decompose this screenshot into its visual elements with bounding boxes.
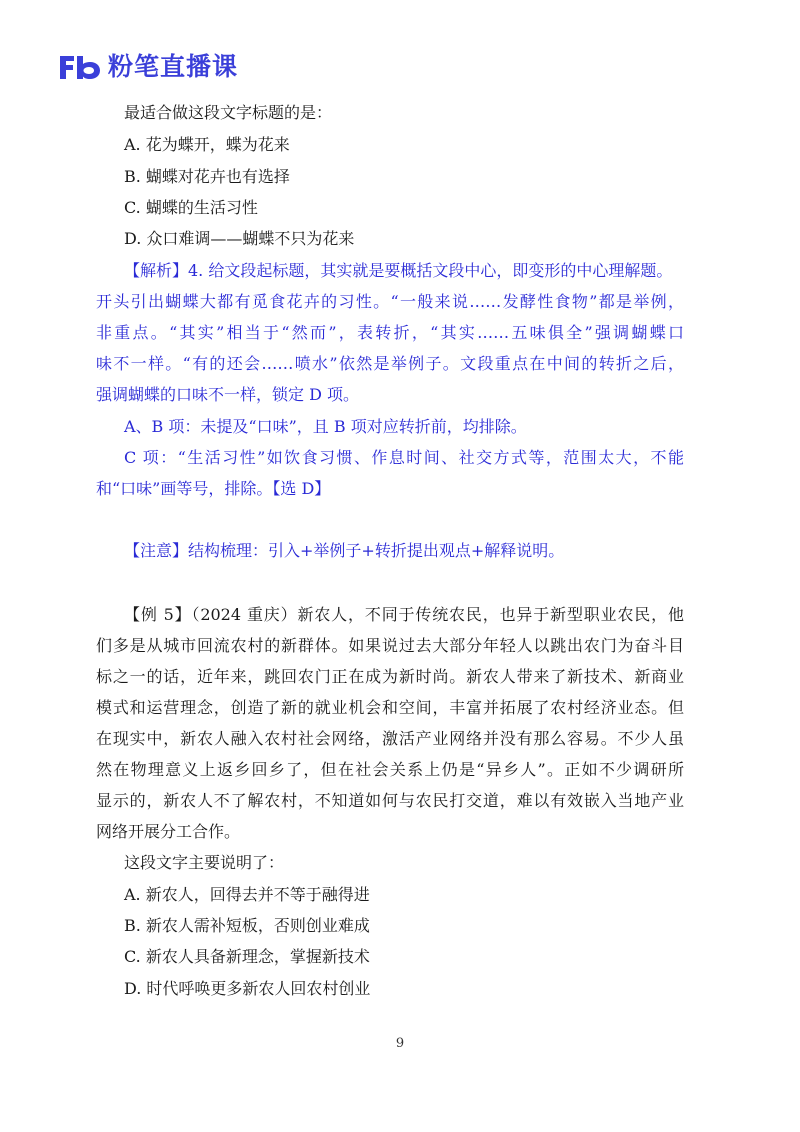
page-number: 9 (395, 1036, 405, 1051)
option-d: D. 众口难调——蝴蝶不只为花来 (124, 229, 355, 248)
analysis-line: 味不一样。“有的还会……喷水”依然是举例子。文段重点在中间的转折之后， (96, 354, 684, 373)
option-b: B. 新农人需补短板，否则创业难成 (124, 916, 370, 935)
example-line: 在现实中，新农人融入农村社会网络，激活产业网络并没有那么容易。不少人虽 (96, 729, 684, 748)
option-c: C. 新农人具备新理念，掌握新技术 (124, 947, 370, 966)
note-text: 【注意】结构梳理：引入+举例子+转折提出观点+解释说明。 (124, 541, 565, 560)
option-a: A. 花为蝶开，蝶为花来 (124, 135, 290, 154)
option-b: B. 蝴蝶对花卉也有选择 (124, 167, 290, 186)
analysis-line: C 项：“生活习性”如饮食习惯、作息时间、社交方式等，范围太大，不能 (124, 448, 684, 467)
example-line: 标之一的话，近年来，跳回农门正在成为新时尚。新农人带来了新技术、新商业 (96, 667, 684, 686)
analysis-line: 开头引出蝴蝶大都有觅食花卉的习性。“一般来说……发酵性食物”都是举例， (96, 292, 684, 311)
analysis-line: 强调蝴蝶的口味不一样，锁定 D 项。 (96, 385, 360, 404)
example-line: 显示的，新农人不了解农村，不知道如何与农民打交道，难以有效嵌入当地产业 (96, 791, 684, 810)
analysis-line: 【解析】4. 给文段起标题，其实就是要概括文段中心，即变形的中心理解题。 (124, 261, 673, 280)
question-stem: 最适合做这段文字标题的是： (124, 103, 333, 122)
question-stem: 这段文字主要说明了： (124, 853, 285, 872)
analysis-line: 和“口味”画等号，排除。【选 D】 (96, 479, 331, 498)
example-line: 【例 5】（2024 重庆）新农人，不同于传统农民，也异于新型职业农民，他 (124, 605, 684, 624)
brand-name: 粉笔直播课 (108, 52, 239, 81)
option-c: C. 蝴蝶的生活习性 (124, 198, 258, 217)
analysis-line: 非重点。“其实”相当于“然而”，表转折，“其实……五味俱全”强调蝴蝶口 (96, 323, 684, 342)
option-d: D. 时代呼唤更多新农人回农村创业 (124, 979, 371, 998)
analysis-line: A、B 项：未提及“口味”，且 B 项对应转折前，均排除。 (124, 417, 527, 436)
example-line: 然在物理意义上返乡回乡了，但在社会关系上仍是“异乡人”。正如不少调研所 (96, 760, 684, 779)
example-line: 网络开展分工合作。 (96, 822, 241, 841)
example-line: 模式和运营理念，创造了新的就业机会和空间，丰富并拓展了农村经济业态。但 (96, 698, 684, 717)
option-a: A. 新农人，回得去并不等于融得进 (124, 885, 370, 904)
example-line: 们多是从城市回流农村的新群体。如果说过去大部分年轻人以跳出农门为奋斗目 (96, 636, 684, 655)
brand-logo (58, 52, 238, 82)
fb-logo-icon (58, 53, 102, 81)
